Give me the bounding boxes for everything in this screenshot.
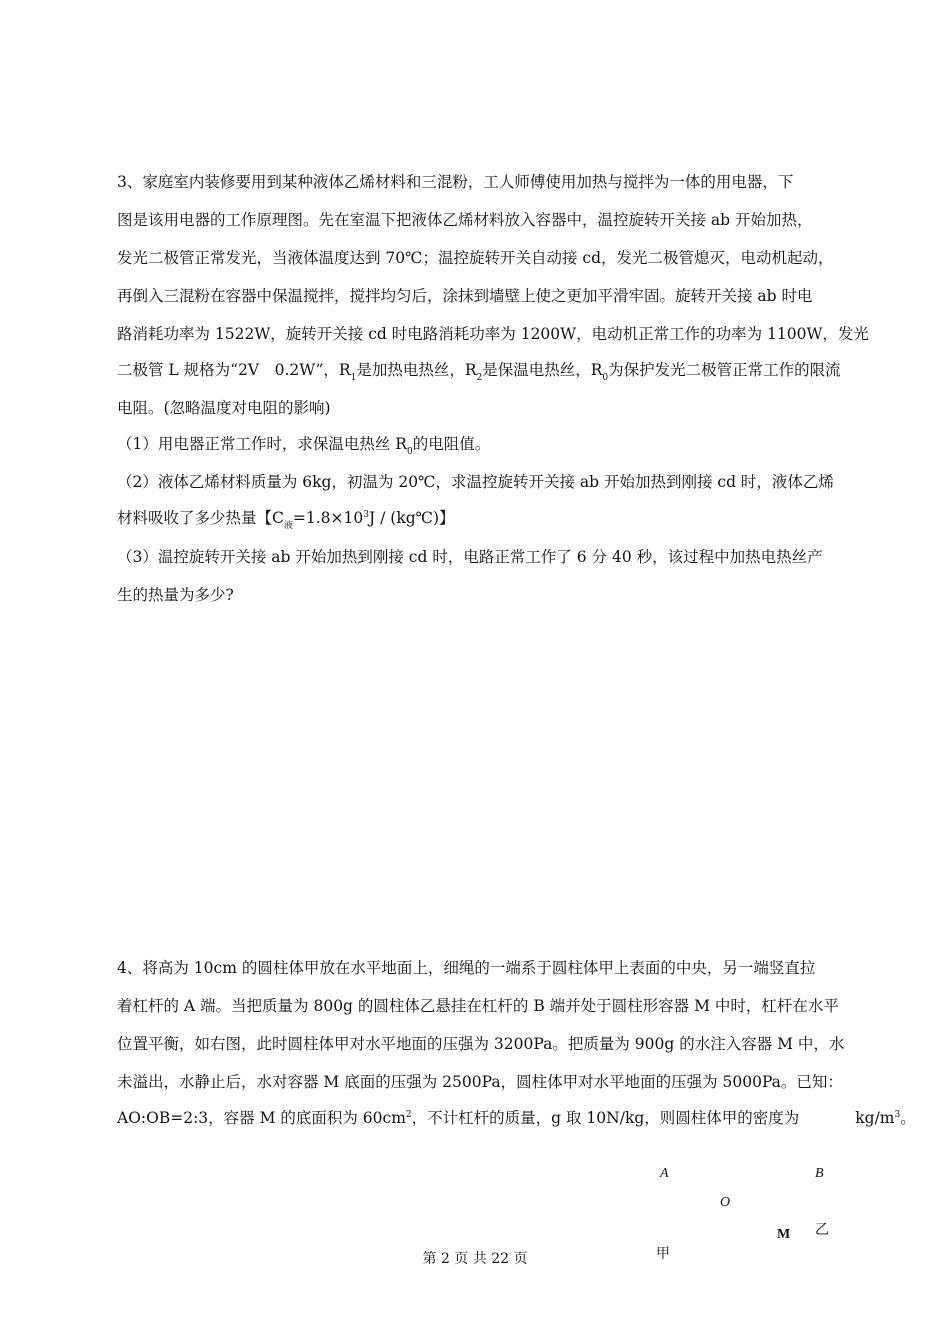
page-footer: 第 2 页 共 22 页	[422, 1251, 528, 1267]
q3-sub2-line-1: （2）液体乙烯材料质量为 6kg，初温为 20℃，求温控旋转开关接 ab 开始加热到刚接 cd 时，液体乙烯	[117, 473, 834, 491]
q3-sub2-c: J / (kg℃)】	[368, 509, 455, 527]
superscript: 3	[894, 1110, 901, 1120]
q3-sub2-line-2	[117, 506, 455, 531]
q4-line-4: 未溢出，水静止后，水对容器 M 底面的压强为 2500Pa，圆柱体甲对水平地面的压强为 5000Pa。已知：	[117, 1073, 843, 1091]
q4-line-5-c: kg/m	[855, 1109, 895, 1127]
figure-label-a: A	[660, 1166, 669, 1181]
q3-line-6-b: 是加热电热丝，R	[356, 361, 477, 379]
q4-line-5-b: ，不计杠杆的质量，g 取 10N/kg，则圆柱体甲的密度为	[411, 1109, 800, 1127]
q4-line-1: 4、将高为 10cm 的圆柱体甲放在水平地面上，细绳的一端系于圆柱体甲上表面的中央，另一端竖直拉	[117, 959, 816, 977]
q3-line-6-d: 为保护发光二极管正常工作的限流	[608, 361, 841, 379]
q3-line-6-a: 二极管 L 规格为“2V 0.2W”，R	[117, 361, 351, 379]
q3-line-2: 图是该用电器的工作原理图。先在室温下把液体乙烯材料放入容器中，温控旋转开关接 ab 开始加热，	[117, 211, 813, 229]
figure-label-yi: 乙	[815, 1223, 829, 1238]
subscript: 0	[602, 373, 609, 383]
subscript: 0	[406, 447, 413, 457]
figure-label-jia: 甲	[656, 1247, 670, 1262]
subscript: 2	[476, 373, 483, 383]
q3-sub2-b: =1.8×10	[292, 509, 364, 527]
q4-line-3: 位置平衡，如右图，此时圆柱体甲对水平地面的压强为 3200Pa。把质量为 900g 的水注入容器 M 中，水	[117, 1035, 845, 1053]
q3-sub1-a: （1）用电器正常工作时，求保温电热丝 R	[117, 435, 407, 453]
q3-line-5: 路消耗功率为 1522W，旋转开关接 cd 时电路消耗功率为 1200W，电动机正常工作的功率为 1100W，发光	[117, 325, 869, 343]
q3-line-6-c: 是保温电热丝，R	[482, 361, 603, 379]
q4-line-5	[117, 1106, 916, 1128]
subscript: 1	[350, 373, 357, 383]
q3-line-1: 3、家庭室内装修要用到某种液体乙烯材料和三混粉，工人师傅使用加热与搅拌为一体的用电器，下	[117, 173, 794, 191]
figure-label-o: O	[720, 1195, 731, 1210]
superscript: 2	[405, 1110, 412, 1120]
q4-line-2: 着杠杆的 A 端。当把质量为 800g 的圆柱体乙悬挂在杠杆的 B 端并处于圆柱形容器 M 中时，杠杆在水平	[117, 997, 839, 1015]
q3-line-3: 发光二极管正常发光，当液体温度达到 70℃；温控旋转开关自动接 cd，发光二极管熄灭，电动机起动，	[117, 249, 834, 267]
q3-line-4: 再倒入三混粉在容器中保温搅拌，搅拌均匀后，涂抹到墙壁上使之更加平滑牢固。旋转开关接 ab 时电	[117, 287, 813, 305]
q3-sub1	[117, 432, 490, 457]
superscript: 3	[363, 510, 369, 520]
q3-sub1-b: 的电阻值。	[412, 435, 491, 453]
q4-line-5-d: 。	[900, 1109, 916, 1127]
subscript: 液	[283, 521, 293, 531]
q3-line-6	[117, 358, 841, 383]
q3-sub3-line-2: 生的热量为多少?	[117, 586, 234, 604]
figure-label-m: M	[777, 1227, 791, 1242]
figure-label-b: B	[815, 1166, 824, 1181]
q3-line-7: 电阻。(忽略温度对电阻的影响)	[117, 399, 331, 417]
q3-sub2-a: 材料吸收了多少热量【C	[117, 509, 284, 527]
q4-line-5-a: AO:OB=2:3，容器 M 的底面积为 60cm	[117, 1109, 406, 1127]
q3-sub3-line-1: （3）温控旋转开关接 ab 开始加热到刚接 cd 时，电路正常工作了 6 分 40 秒，该过程中加热电热丝产	[117, 548, 823, 566]
